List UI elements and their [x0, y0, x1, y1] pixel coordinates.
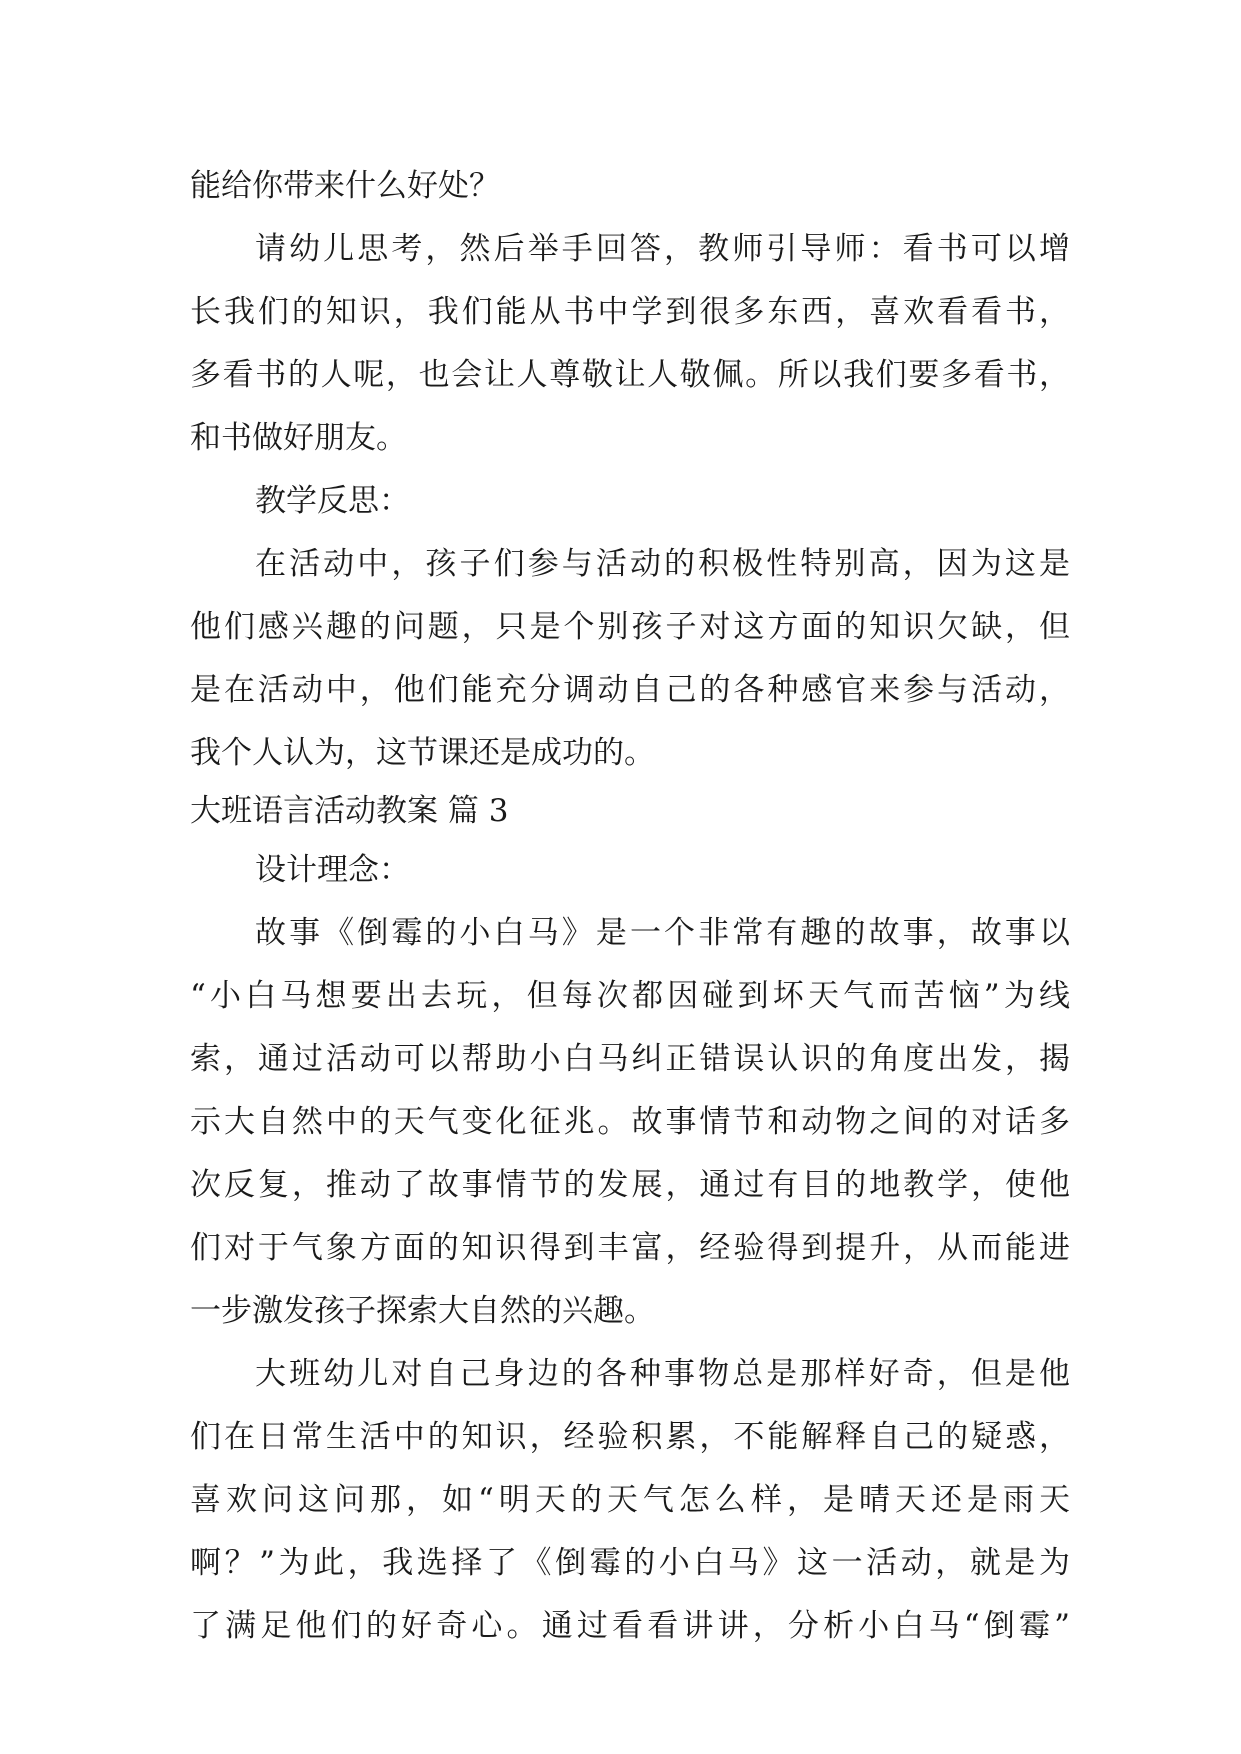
- text-line: 喜欢问这问那，如“明天的天气怎么样，是晴天还是雨天: [190, 1482, 1070, 1518]
- chapter-title: 大班语言活动教案 篇 3: [190, 793, 509, 829]
- text-line: 是在活动中，他们能充分调动自己的各种感官来参与活动，: [190, 672, 1070, 708]
- text-line: 能给你带来什么好处？: [190, 168, 500, 204]
- text-line: 长我们的知识，我们能从书中学到很多东西，喜欢看看书，: [190, 294, 1070, 330]
- text-line: 啊？”为此，我选择了《倒霉的小白马》这一活动，就是为: [190, 1545, 1070, 1581]
- text-line: 请幼儿思考，然后举手回答，教师引导师：看书可以增: [255, 231, 1070, 267]
- text-line: 们在日常生活中的知识，经验积累，不能解释自己的疑惑，: [190, 1419, 1070, 1455]
- text-line: 大班幼儿对自己身边的各种事物总是那样好奇，但是他: [255, 1356, 1070, 1392]
- section-heading: 设计理念：: [255, 852, 410, 888]
- text-line: 多看书的人呢，也会让人尊敬让人敬佩。所以我们要多看书，: [190, 357, 1070, 393]
- text-line: 示大自然中的天气变化征兆。故事情节和动物之间的对话多: [190, 1104, 1070, 1140]
- text-line: 们对于气象方面的知识得到丰富，经验得到提升，从而能进: [190, 1230, 1070, 1266]
- text-line: 次反复，推动了故事情节的发展，通过有目的地教学，使他: [190, 1167, 1070, 1203]
- text-line: 故事《倒霉的小白马》是一个非常有趣的故事，故事以: [255, 915, 1070, 951]
- text-line: “小白马想要出去玩，但每次都因碰到坏天气而苦恼”为线: [190, 978, 1070, 1014]
- text-line: 索，通过活动可以帮助小白马纠正错误认识的角度出发，揭: [190, 1041, 1070, 1077]
- text-line: 和书做好朋友。: [190, 420, 407, 456]
- text-line: 在活动中，孩子们参与活动的积极性特别高，因为这是: [255, 546, 1070, 582]
- section-heading: 教学反思：: [255, 483, 410, 519]
- text-line: 我个人认为，这节课还是成功的。: [190, 735, 655, 771]
- text-line: 他们感兴趣的问题，只是个别孩子对这方面的知识欠缺，但: [190, 609, 1070, 645]
- text-line: 了满足他们的好奇心。通过看看讲讲，分析小白马“倒霉”: [190, 1608, 1070, 1644]
- text-line: 一步激发孩子探索大自然的兴趣。: [190, 1293, 655, 1329]
